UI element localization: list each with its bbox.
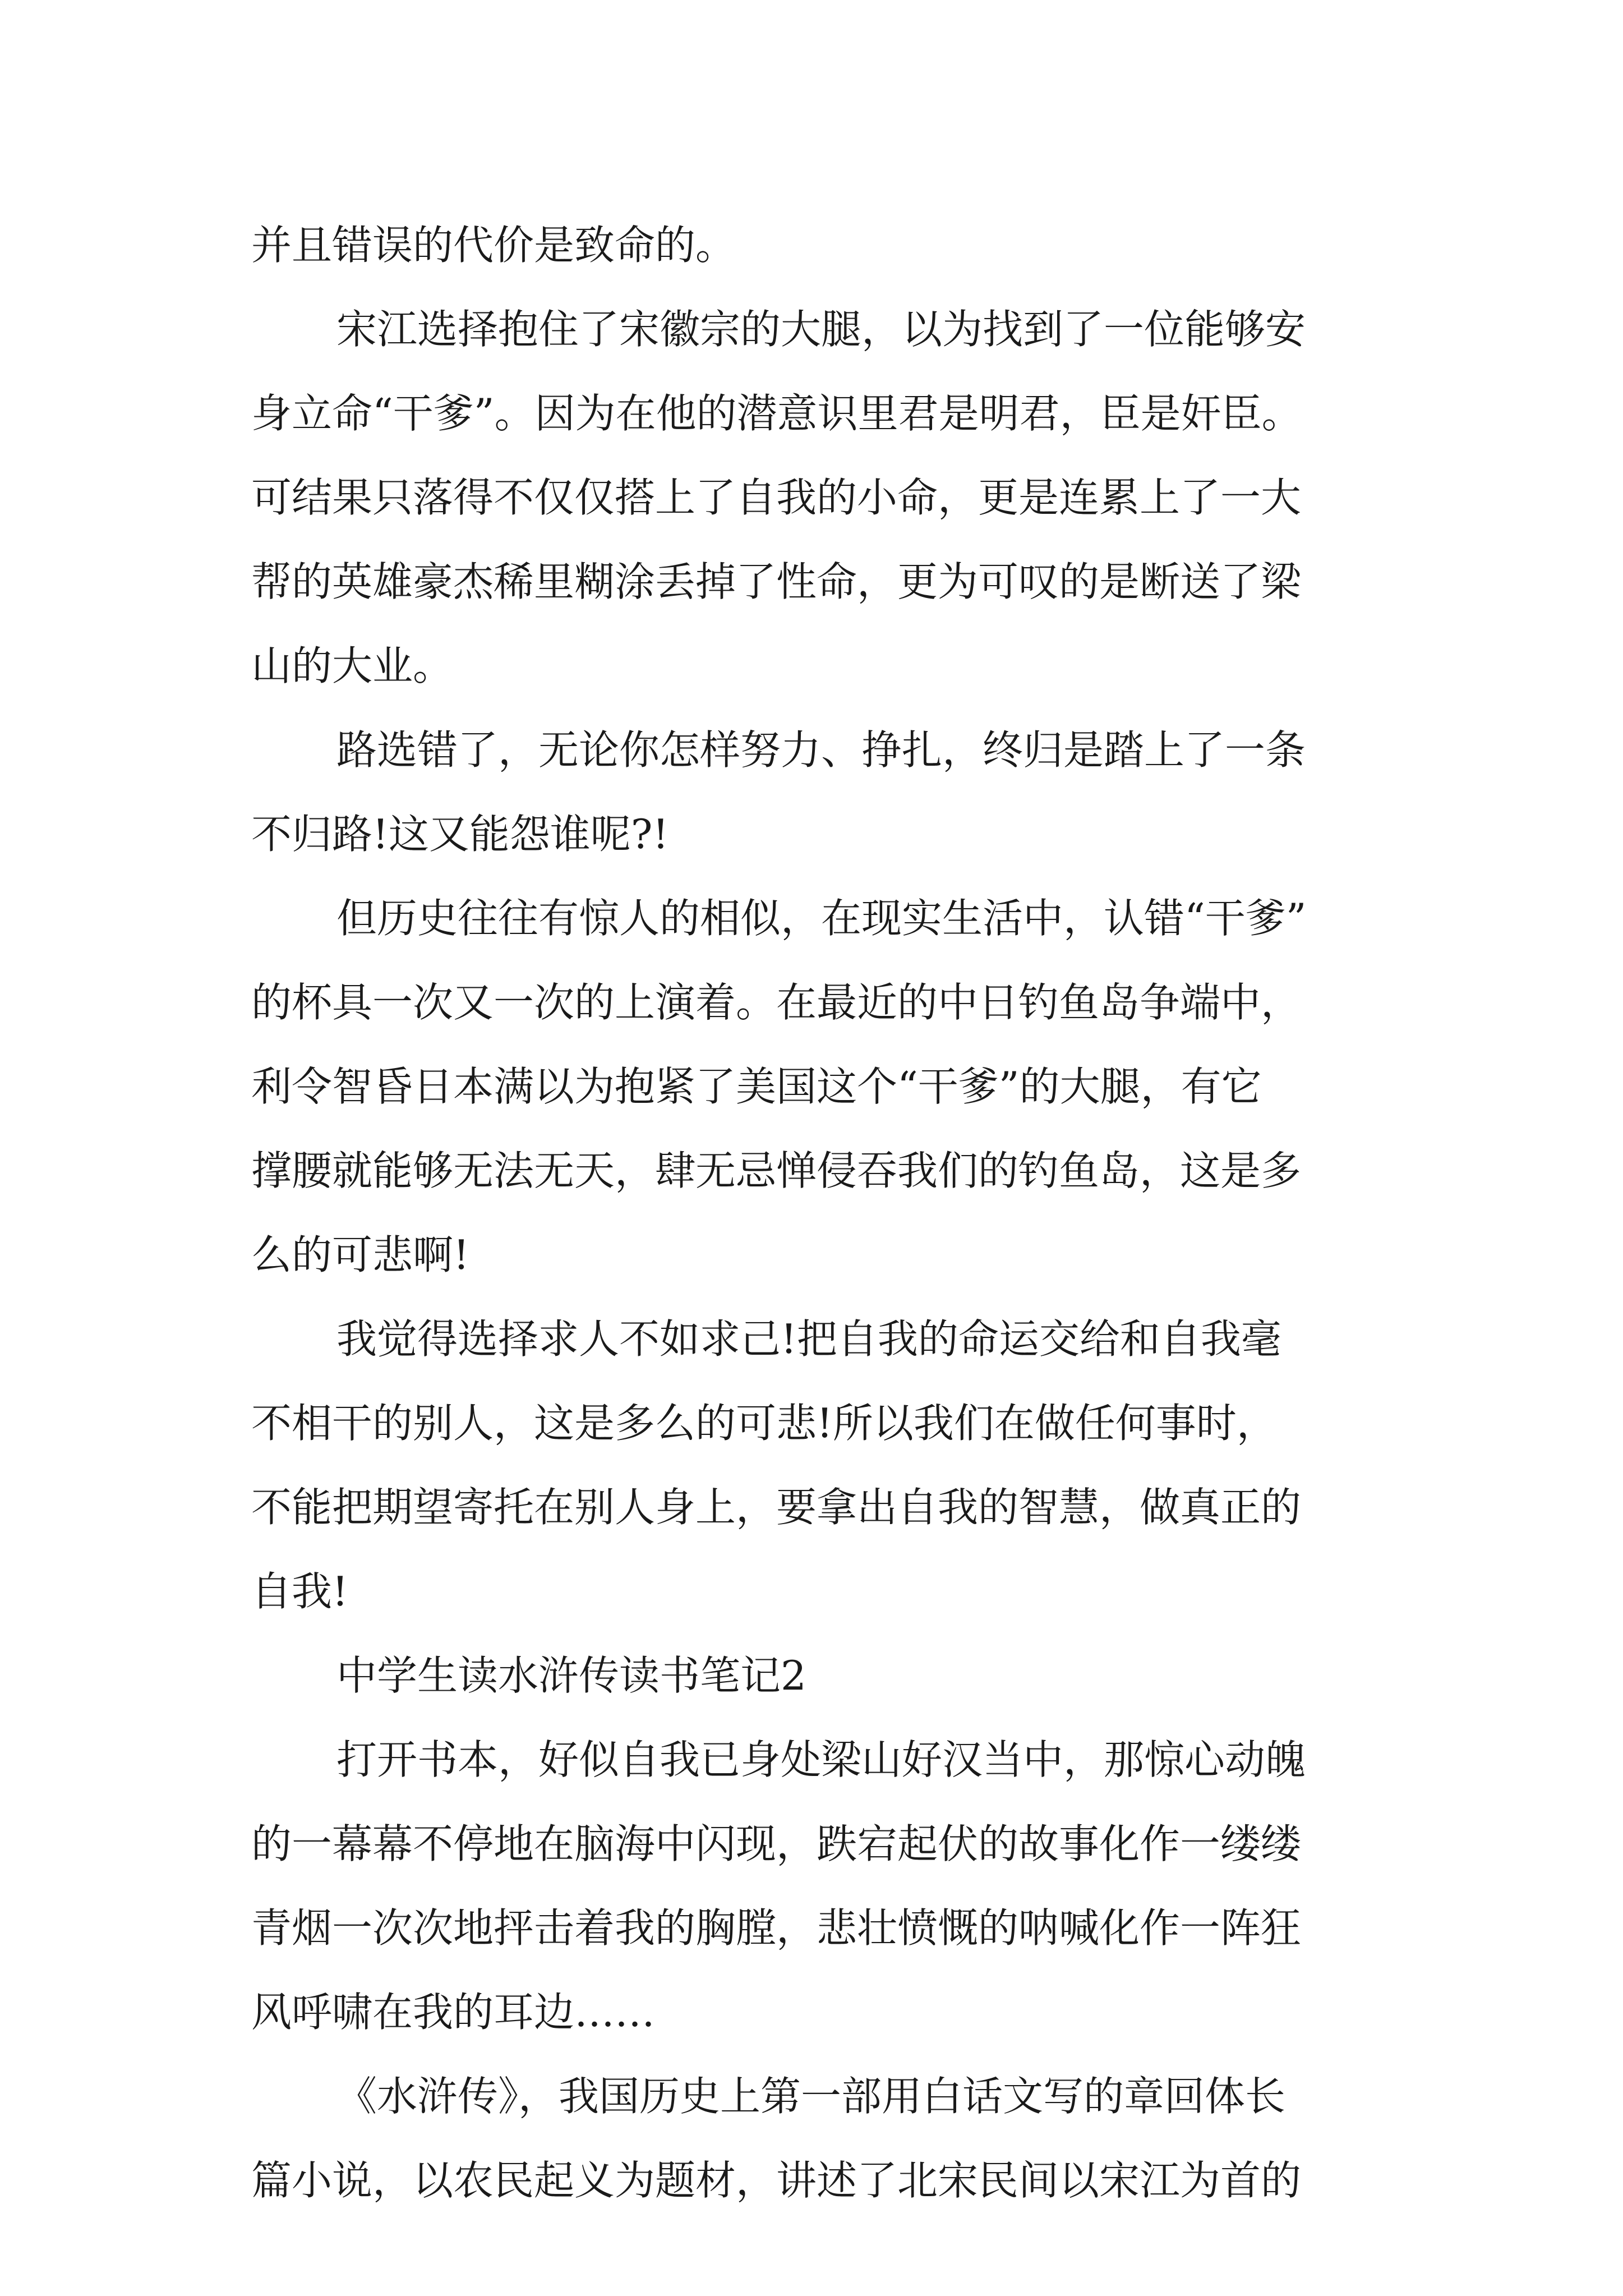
text-line: 青烟一次次地抨击着我的胸膛，悲壮愤慨的呐喊化作一阵狂 — [251, 1904, 1302, 1952]
text-line: 撑腰就能够无法无天，肆无忌惮侵吞我们的钓鱼岛，这是多 — [251, 1147, 1302, 1194]
text-line: 山的大业。 — [251, 642, 454, 689]
text-line: 的一幕幕不停地在脑海中闪现，跌宕起伏的故事化作一缕缕 — [251, 1820, 1302, 1867]
text-line: 可结果只落得不仅仅搭上了自我的小命，更是连累上了一大 — [251, 474, 1302, 521]
text-line: 并且错误的代价是致命的。 — [251, 222, 736, 269]
text-line: 路选错了，无论你怎样努力、挣扎，终归是踏上了一条 — [336, 726, 1306, 774]
document-body — [251, 203, 1395, 2223]
text-line: 帮的英雄豪杰稀里糊涂丢掉了性命，更为可叹的是断送了梁 — [251, 558, 1302, 605]
section-heading: 中学生读水浒传读书笔记2 — [336, 1652, 806, 1699]
text-line: 身立命“干爹”。因为在他的潜意识里君是明君，臣是奸臣。 — [251, 390, 1302, 437]
text-line: 宋江选择抱住了宋徽宗的大腿，以为找到了一位能够安 — [336, 306, 1306, 353]
text-line: 么的可悲啊! — [251, 1231, 469, 1278]
text-line: 不能把期望寄托在别人身上，要拿出自我的智慧，做真正的 — [251, 1484, 1302, 1531]
text-line: 利令智昏日本满以为抱紧了美国这个“干爹”的大腿，有它 — [251, 1063, 1262, 1110]
text-line: 但历史往往有惊人的相似，在现实生活中，认错“干爹” — [336, 895, 1307, 942]
text-line: 不相干的别人，这是多么的可悲!所以我们在做任何事时， — [251, 1400, 1277, 1447]
text-line: 的杯具一次又一次的上演着。在最近的中日钓鱼岛争端中， — [251, 979, 1302, 1026]
text-line: 《水浒传》，我国历史上第一部用白话文写的章回体长 — [336, 2073, 1286, 2120]
text-line: 自我! — [251, 1568, 348, 1615]
text-line: 我觉得选择求人不如求己!把自我的命运交给和自我毫 — [336, 1315, 1281, 1363]
text-line: 风呼啸在我的耳边…… — [251, 1989, 656, 2036]
text-line: 不归路!这又能怨谁呢?! — [251, 811, 669, 858]
text-line: 篇小说，以农民起义为题材，讲述了北宋民间以宋江为首的 — [251, 2157, 1302, 2204]
text-line: 打开书本，好似自我已身处梁山好汉当中，那惊心动魄 — [336, 1736, 1306, 1783]
